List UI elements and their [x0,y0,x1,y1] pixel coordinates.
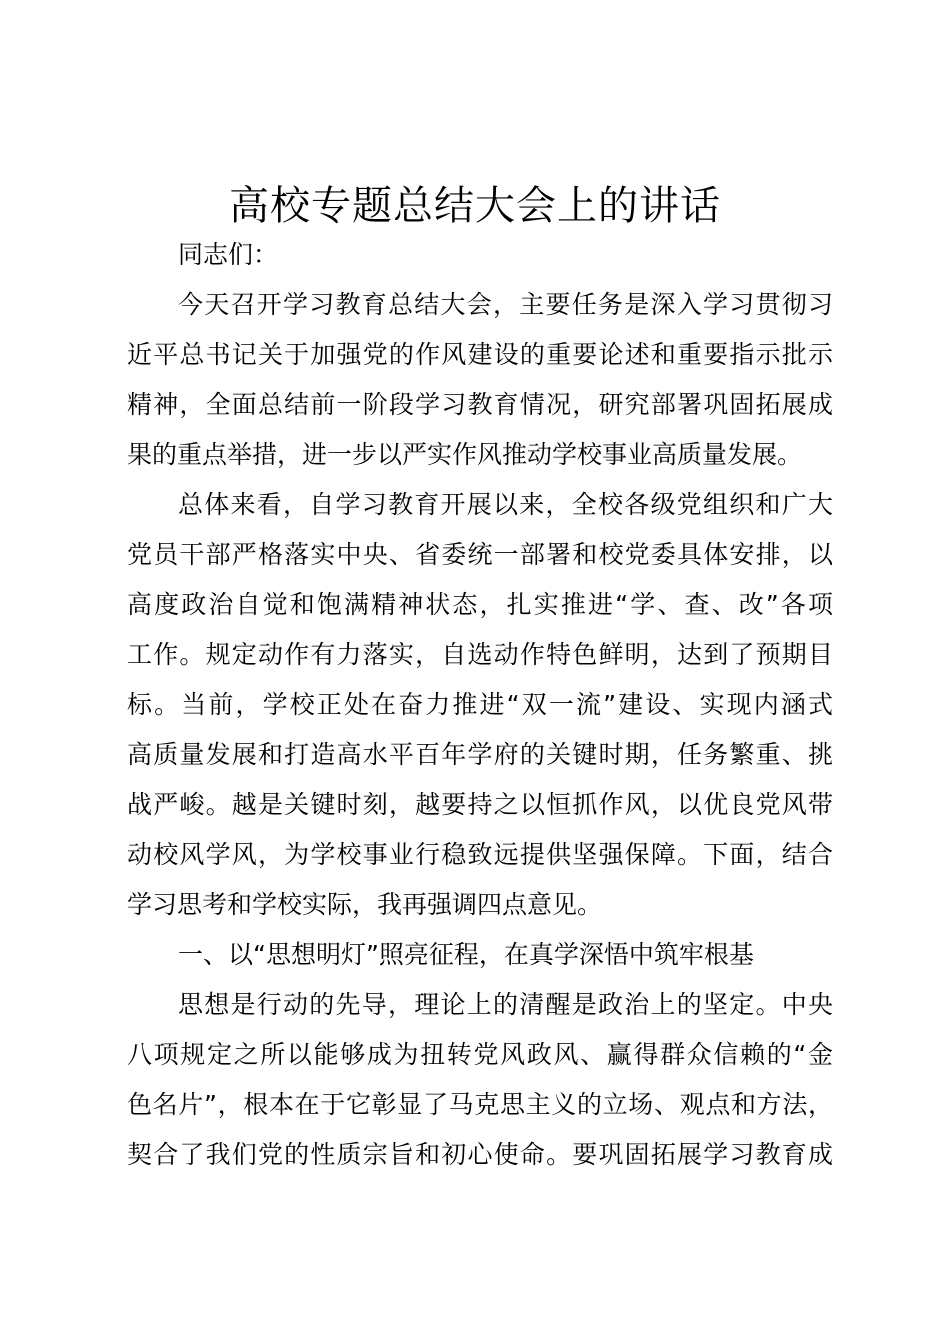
text-line: 高度政治自觉和饱满精神状态，扎实推进“学、查、改”各项 [127,590,833,619]
text-line: 契合了我们党的性质宗旨和初心使命。要巩固拓展学习教育成 [127,1140,833,1169]
text-line: 思想是行动的先导，理论上的清醒是政治上的坚定。中央 [178,990,833,1019]
paragraph-3 [127,980,833,1180]
salutation: 同志们： [178,240,279,269]
text-line: 标。当前，学校正处在奋力推进“双一流”建设、实现内涵式 [127,690,833,719]
text-line: 高质量发展和打造高水平百年学府的关键时期，任务繁重、挑 [127,740,833,769]
document-body [127,230,833,1180]
text-line: 果的重点举措，进一步以严实作风推动学校事业高质量发展。 [127,440,803,469]
text-line: 八项规定之所以能够成为扭转党风政风、赢得群众信赖的“金 [127,1040,833,1069]
text-line: 总体来看，自学习教育开展以来，全校各级党组织和广大 [178,490,833,519]
text-line: 色名片”，根本在于它彰显了马克思主义的立场、观点和方法， [127,1090,833,1119]
section-heading: 一、以“思想明灯”照亮征程，在真学深悟中筑牢根基 [178,940,754,969]
text-line: 精神，全面总结前一阶段学习教育情况，研究部署巩固拓展成 [127,390,833,419]
paragraph-1 [127,280,833,480]
text-line: 党员干部严格落实中央、省委统一部署和校党委具体安排，以 [127,540,833,569]
paragraph-2 [127,480,833,930]
document-title: 高校专题总结大会上的讲话 [229,183,721,229]
text-line: 近平总书记关于加强党的作风建设的重要论述和重要指示批示 [127,340,833,369]
text-line: 动校风学风，为学校事业行稳致远提供坚强保障。下面，结合 [127,840,833,869]
text-line: 战严峻。越是关键时刻，越要持之以恒抓作风，以优良党风带 [127,790,833,819]
text-line: 学习思考和学校实际，我再强调四点意见。 [127,890,603,919]
text-line: 工作。规定动作有力落实，自选动作特色鲜明，达到了预期目 [127,640,833,669]
section-heading-1 [127,930,833,980]
text-line: 今天召开学习教育总结大会，主要任务是深入学习贯彻习 [178,290,833,319]
